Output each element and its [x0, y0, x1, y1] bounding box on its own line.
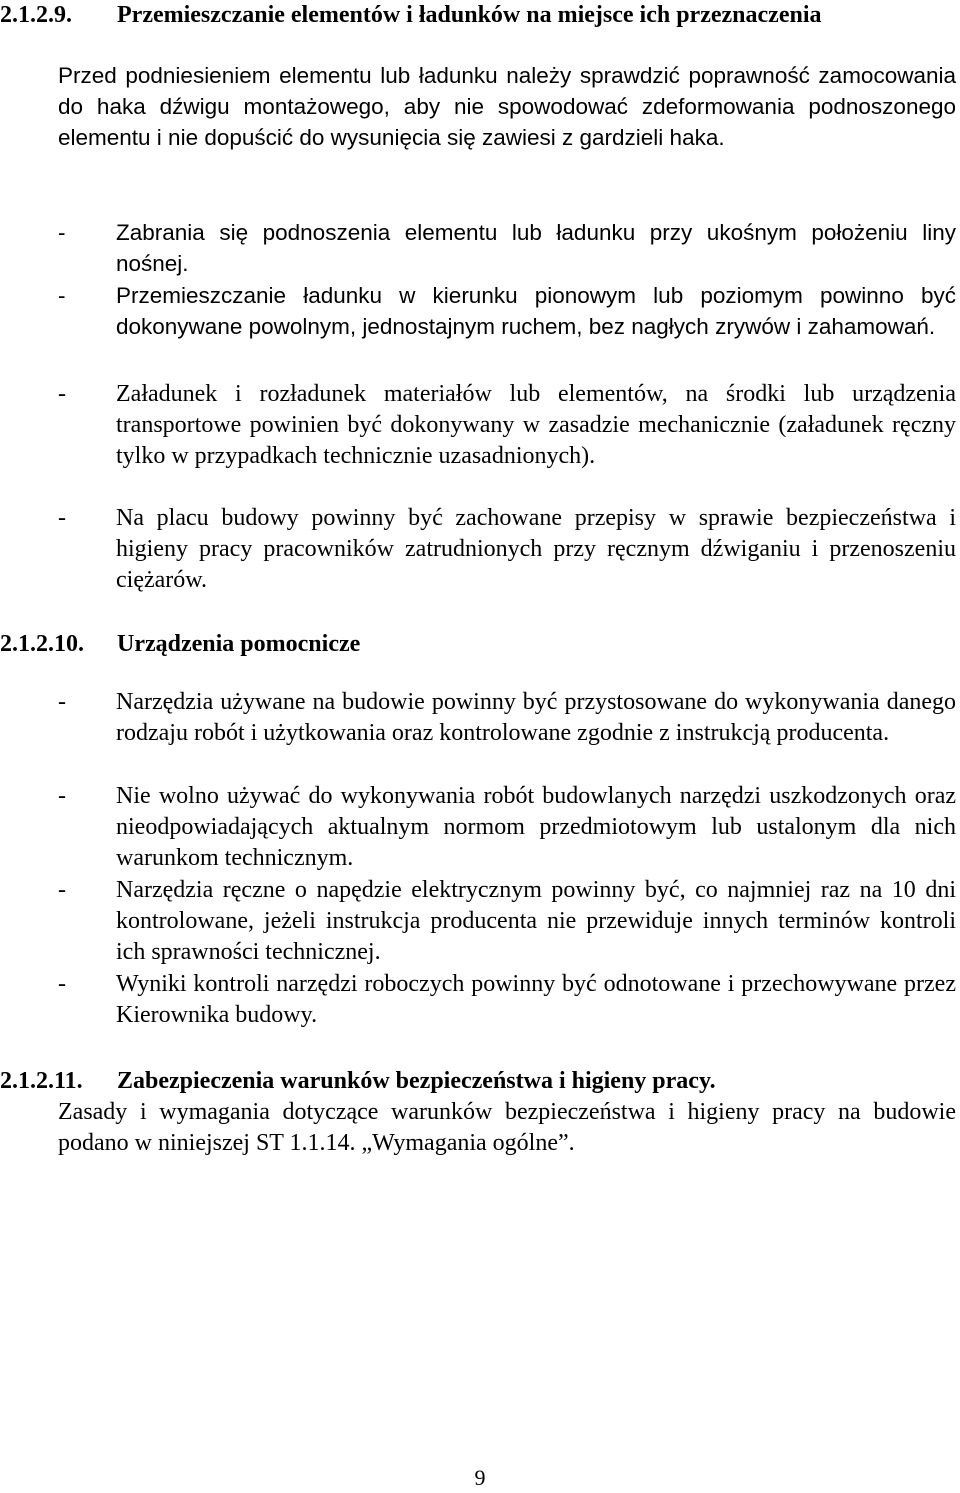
list-item-text: Załadunek i rozładunek materiałów lub elementów, na środki lub urządzenia transportowe powinien być dokonywany w zasadzie mechanicznie (załadunek ręczny tylko w przypadkach technicznie uzasadnionych). [116, 381, 956, 469]
intro-paragraph: Przed podniesieniem elementu lub ładunku należy sprawdzić poprawność zamocowania do haka dźwigu montażowego, aby nie spowodować zdeformowania podnoszonego elementu i nie dopuścić do wysunięcia się zawiesi z gardzieli haka. [58, 63, 956, 150]
section-title: Przemieszczanie elementów i ładunków na miejsce ich przeznaczenia [117, 2, 822, 28]
list-dash: - [58, 689, 66, 715]
list-dash: - [58, 283, 66, 308]
list-item-text: Nie wolno używać do wykonywania robót budowlanych narzędzi uszkodzonych oraz nieodpowiadających aktualnym normom przedmiotowym lub ustalonym dla nich warunkom technicznym. [116, 783, 956, 871]
list-item-text: Na placu budowy powinny być zachowane przepisy w sprawie bezpieczeństwa i higieny pracy pracowników zatrudnionych przy ręcznym dźwiganiu i przenoszeniu ciężarów. [116, 505, 956, 593]
list-item [58, 687, 956, 749]
page-number: 9 [474, 1465, 486, 1490]
list-item [58, 379, 956, 472]
list-item-text: Zabrania się podnoszenia elementu lub ładunku przy ukośnym położeniu liny nośnej. [116, 220, 956, 276]
section-heading-10 [0, 629, 361, 660]
list-dash: - [58, 877, 66, 903]
list-item [58, 217, 956, 279]
list-item [58, 875, 956, 968]
list-dash: - [58, 505, 66, 531]
section-heading-11 [0, 1066, 716, 1097]
list-dash: - [58, 971, 66, 997]
list-item [58, 503, 956, 596]
list-item-text: Narzędzia używane na budowie powinny być przystosowane do wykonywania danego rodzaju robót i użytkowania oraz kontrolowane zgodnie z instrukcją producenta. [116, 689, 956, 746]
list-dash: - [58, 220, 66, 245]
section-number: 2.1.2.10. [0, 631, 84, 657]
list-item-text: Narzędzia ręczne o napędzie elektrycznym powinny być, co najmniej raz na 10 dni kontrolowane, jeżeli instrukcja producenta nie przewiduje innych terminów kontroli ich sprawności technicznej. [116, 877, 956, 965]
list-item-text: Przemieszczanie ładunku w kierunku pionowym lub poziomym powinno być dokonywane powolnym, jednostajnym ruchem, bez nagłych zrywów i zahamowań. [116, 283, 956, 339]
section-title: Zabezpieczenia warunków bezpieczeństwa i higieny pracy. [117, 1068, 716, 1094]
section-heading-9 [0, 0, 822, 31]
list-item [58, 969, 956, 1031]
list-item-text: Wyniki kontroli narzędzi roboczych powinny być odnotowane i przechowywane przez Kierownika budowy. [116, 971, 956, 1028]
section-number: 2.1.2.11. [0, 1068, 83, 1094]
section-body: Zasady i wymagania dotyczące warunków bezpieczeństwa i higieny pracy na budowie podano w niniejszej ST 1.1.14. „Wymagania ogólne”. [58, 1099, 956, 1156]
list-item [58, 781, 956, 874]
list-dash: - [58, 783, 66, 809]
list-dash: - [58, 381, 66, 407]
section-number: 2.1.2.9. [0, 2, 72, 28]
list-item [58, 280, 956, 342]
section-title: Urządzenia pomocnicze [117, 631, 361, 657]
